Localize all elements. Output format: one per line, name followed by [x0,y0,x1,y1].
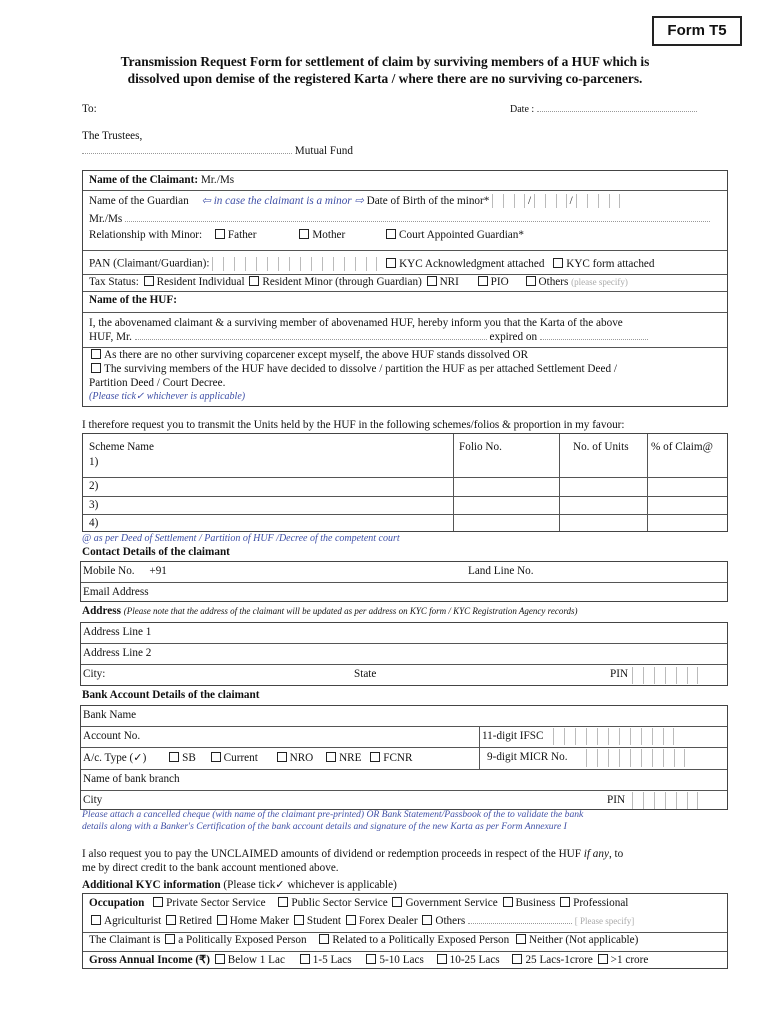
occupation-row-2 [89,915,634,927]
tax-status-row [89,276,628,288]
micr-label: 9-digit MICR No. [487,751,568,763]
address-heading: Address [82,605,121,617]
occ-others-checkbox[interactable] [422,915,432,925]
transmit-text: I therefore request you to transmit the Units held by the HUF in the following schemes/folios & proportion in my favour: [82,419,625,431]
pin-label: PIN [610,668,629,680]
col-scheme-name: Scheme Name [89,441,154,453]
occ-private-checkbox[interactable] [153,897,163,907]
relationship-label: Relationship with Minor: [89,229,203,241]
occ-homemaker-label: Home Maker [229,915,290,927]
ac-type-row [83,751,412,764]
option1-row [89,349,528,361]
occ-agri-checkbox[interactable] [91,915,101,925]
claimant-name-row[interactable] [89,174,234,186]
resident-checkbox[interactable] [144,276,154,286]
occ-professional-label: Professional [573,897,629,909]
mutual-fund-label: Mutual Fund [294,145,353,157]
resident-label: Resident Individual [156,276,245,288]
resident-minor-checkbox[interactable] [249,276,259,286]
kyc-form-checkbox[interactable] [553,258,563,268]
neither-checkbox[interactable] [516,934,526,944]
tax-status-label: Tax Status: [89,276,139,288]
occ-student-label: Student [306,915,342,927]
arrow-left-icon: ⇦ [201,195,211,207]
declaration-line2[interactable] [89,331,648,343]
guardian-row[interactable]: Name of the Guardian ⇦ in case the claimant is a minor ⇨ Date of Birth of the minor* / / [89,194,620,208]
branch-field[interactable]: Name of bank branch [83,773,180,785]
unclaimed-line1: I also request you to pay the UNCLAIMED amounts of dividend or redemption proceeds in respect of the HUF [82,848,581,860]
father-checkbox[interactable] [215,229,225,239]
sb-label: SB [182,752,196,764]
nro-label: NRO [289,752,314,764]
pep-checkbox[interactable] [165,934,175,944]
pan-row [89,257,655,271]
fcnr-checkbox[interactable] [370,752,380,762]
trustees-label: The Trustees, [82,130,143,142]
account-no-field[interactable]: Account No. [83,730,141,742]
landline-label: Land Line No. [468,565,534,577]
form-badge: Form T5 [652,16,742,46]
nre-label: NRE [339,752,362,764]
date-label: Date : [510,104,535,115]
occ-retired-label: Retired [178,915,212,927]
option2-checkbox[interactable] [91,363,101,373]
dob-cells[interactable] [492,194,525,208]
option2-row [89,363,617,375]
declaration-line1: I, the abovenamed claimant & a surviving member of abovenamed HUF, hereby inform you that the Karta of the above [89,317,623,329]
pep-label: a Politically Exposed Person [178,934,307,946]
form-title-line2: dissolved upon demise of the registered Karta / where there are no surviving co-parceners. [127,71,643,86]
nri-checkbox[interactable] [427,276,437,286]
address-line1-field[interactable]: Address Line 1 [83,626,152,638]
income-2-checkbox[interactable] [300,954,310,964]
occ-govt-label: Government Service [405,897,498,909]
city-field[interactable]: City: [83,668,106,680]
pan-cells[interactable] [212,257,377,271]
col-folio: Folio No. [459,441,502,453]
ac-type-label: A/c. Type (✓) [83,752,147,764]
claimant-section [82,170,728,407]
arrow-right-icon: ⇨ [354,195,364,207]
related-pep-checkbox[interactable] [319,934,329,944]
income-3-label: 5-10 Lacs [379,954,424,966]
date-field[interactable] [510,104,697,115]
nri-label: NRI [439,276,459,288]
dob-month-cells[interactable] [534,194,567,208]
pio-checkbox[interactable] [478,276,488,286]
current-checkbox[interactable] [211,752,221,762]
relationship-row [89,229,524,241]
scheme-table [82,433,728,532]
occ-others-label: Others [435,915,466,927]
expired-on-label: expired on [489,331,538,343]
address-heading-row [82,605,577,617]
kyc-heading-row [82,878,397,891]
table-row[interactable]: 4) [89,517,99,529]
occ-agri-label: Agriculturist [104,915,162,927]
income-3-checkbox[interactable] [366,954,376,964]
bank-pin-label: PIN [607,794,626,806]
nre-checkbox[interactable] [326,752,336,762]
kyc-form-label: KYC form attached [566,257,655,270]
occ-forex-checkbox[interactable] [346,915,356,925]
mutual-fund-field[interactable] [82,145,353,157]
kyc-heading-note: (Please tick✓ whichever is applicable) [223,879,397,891]
income-1-checkbox[interactable] [215,954,225,964]
mother-checkbox[interactable] [299,229,309,239]
income-1-label: Below 1 Lac [227,954,285,966]
option2-label: The surviving members of the HUF have decided to dissolve / partition the HUF as per attached Settlement Deed / [104,363,617,375]
bank-note-line2: details along with a Banker's Certification of the bank account details and signature of the new Karta as per Form Annexure I [82,821,567,832]
court-guardian-label: Court Appointed Guardian* [399,229,524,241]
unclaimed-text: I also request you to pay the UNCLAIMED amounts of dividend or redemption proceeds in respect of the HUF if any, to me by direct credit to the bank account mentioned above. [82,848,624,874]
tick-note: (Please tick✓ whichever is applicable) [89,391,246,402]
occupation-row [89,897,628,909]
bank-name-field[interactable]: Bank Name [83,709,137,721]
form-title [0,53,770,87]
mobile-code: +91 [149,565,167,577]
address-table [80,622,728,686]
occ-private-label: Private Sector Service [166,897,266,909]
mother-label: Mother [312,229,346,241]
guardian-label: Name of the Guardian [89,195,189,207]
bank-note [82,809,583,833]
income-row [89,953,648,966]
occ-professional-checkbox[interactable] [560,897,570,907]
occ-public-checkbox[interactable] [278,897,288,907]
occupation-label: Occupation [89,897,145,909]
guardian-prefix: Mr./Ms [89,213,123,225]
others-checkbox[interactable] [526,276,536,286]
contact-heading: Contact Details of the claimant [82,546,230,558]
income-5-checkbox[interactable] [512,954,522,964]
nro-checkbox[interactable] [277,752,287,762]
state-field[interactable]: State [354,668,377,680]
dob-label: Date of Birth of the minor* [366,195,490,207]
pep-row [89,934,638,946]
resident-minor-label: Resident Minor (through Guardian) [262,276,422,288]
landline-field[interactable] [468,565,534,577]
form-title-line1: Transmission Request Form for settlement of claim by surviving members of a HUF which is [120,54,650,69]
occ-public-label: Public Sector Service [291,897,388,909]
col-claim: % of Claim@ [651,441,713,453]
unclaimed-line2: me by direct credit to the bank account mentioned above. [82,862,339,874]
occ-forex-label: Forex Dealer [358,915,418,927]
col-units: No. of Units [573,441,629,453]
deed-note: @ as per Deed of Settlement / Partition of HUF /Decree of the competent court [82,533,400,544]
kyc-ack-label: KYC Acknowledgment attached [399,257,545,270]
to-label: To: [82,103,97,115]
mobile-field[interactable] [83,565,167,577]
income-4-label: 10-25 Lacs [449,954,500,966]
pio-label: PIO [490,276,509,288]
address-note: (Please note that the address of the claimant will be updated as per address on KYC form / KYC Registration Agency records) [123,606,578,616]
related-pep-label: Related to a Politically Exposed Person [332,934,510,946]
guardian-name-field[interactable] [89,213,710,225]
occ-business-checkbox[interactable] [503,897,513,907]
address-line2-field[interactable]: Address Line 2 [83,647,152,659]
bank-city-field[interactable]: City [83,794,103,806]
unclaimed-if-any: if any [583,848,609,860]
email-label: Email Address [83,586,149,598]
huf-name-row[interactable] [89,294,177,306]
dob-year-cells[interactable] [576,194,620,208]
bank-pin-cells[interactable] [632,792,698,809]
bank-table [80,705,728,810]
kyc-heading: Additional KYC information [82,879,221,891]
table-row[interactable]: 3) [89,499,99,511]
please-specify-hint: (please specify) [571,277,628,287]
sb-checkbox[interactable] [169,752,179,762]
option1-label: As there are no other surviving coparcener except myself, the above HUF stands dissolved OR [104,349,529,361]
table-row[interactable]: 2) [89,480,99,492]
current-label: Current [223,752,258,764]
income-label: Gross Annual Income (₹) [89,954,210,966]
father-label: Father [227,229,257,241]
neither-label: Neither (Not applicable) [529,934,639,946]
ifsc-label: 11-digit IFSC [482,730,544,742]
income-6-label: >1 crore [610,954,649,966]
occ-student-checkbox[interactable] [294,915,304,925]
mobile-label: Mobile No. [83,565,135,577]
occ-business-label: Business [515,897,556,909]
contact-table [80,561,728,602]
occ-specify-hint: [ Please specify] [574,916,635,926]
income-4-checkbox[interactable] [437,954,447,964]
claimant-name-label: Name of the Claimant: [89,174,199,186]
court-guardian-checkbox[interactable] [386,229,396,239]
pan-label: PAN (Claimant/Guardian): [89,257,210,270]
claimant-prefix: Mr./Ms [200,174,235,186]
occ-govt-checkbox[interactable] [392,897,402,907]
income-2-label: 1-5 Lacs [312,954,352,966]
occ-retired-checkbox[interactable] [166,915,176,925]
option2-line2: Partition Deed / Court Decree. [89,377,226,389]
huf-mr-label: HUF, Mr. [89,331,132,343]
kyc-ack-checkbox[interactable] [386,258,396,268]
option1-checkbox[interactable] [91,349,101,359]
guardian-note: in case the claimant is a minor [213,195,352,207]
email-field[interactable] [83,586,149,598]
bank-heading: Bank Account Details of the claimant [82,689,260,701]
pin-cells[interactable] [632,667,698,684]
bank-note-line1: Please attach a cancelled cheque (with name of the claimant pre-printed) OR Bank Statement/Passbook of the to validate the bank [82,809,584,820]
fcnr-label: FCNR [383,752,413,764]
ifsc-cells[interactable] [553,728,674,745]
kyc-table [82,893,728,969]
income-6-checkbox[interactable] [598,954,608,964]
table-row[interactable]: 1) [89,456,99,468]
claimant-is-label: The Claimant is [89,934,161,946]
huf-name-label: Name of the HUF: [89,294,177,306]
others-label: Others [538,276,569,288]
micr-cells[interactable] [586,749,685,767]
occ-homemaker-checkbox[interactable] [217,915,227,925]
income-5-label: 25 Lacs-1crore [525,954,593,966]
